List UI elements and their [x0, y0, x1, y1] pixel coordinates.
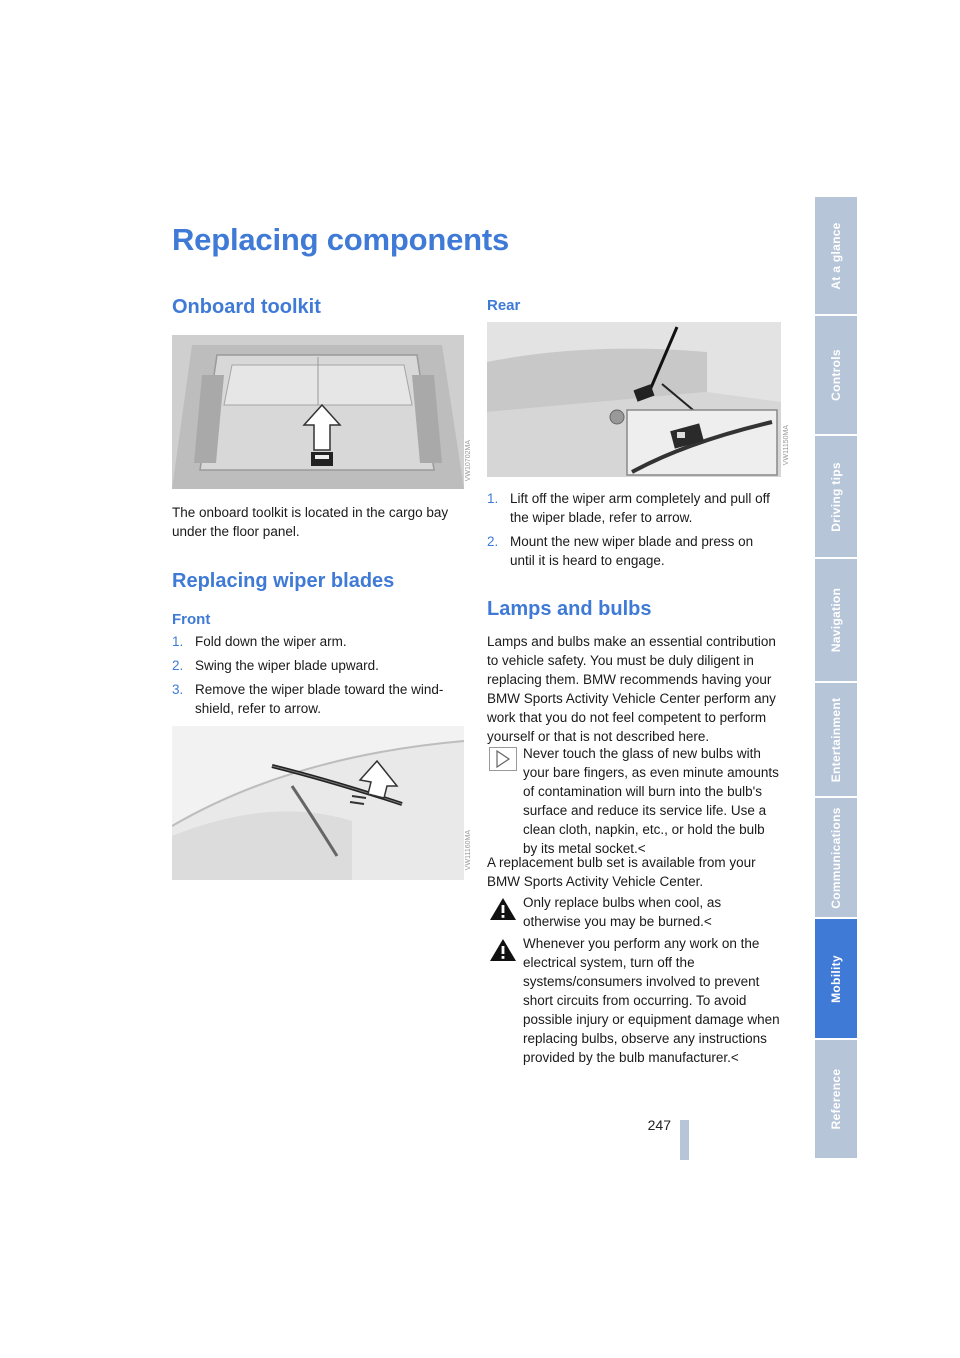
page-number: 247	[647, 1117, 671, 1133]
section-heading-onboard-toolkit: Onboard toolkit	[172, 296, 321, 318]
bulb-set-text: A replacement bulb set is available from your BMW Sports Activity Vehicle Center.	[487, 855, 756, 889]
image-code: VW11150MA	[783, 425, 790, 466]
tab-reference[interactable]: Reference	[815, 1040, 857, 1160]
rear-steps-list	[487, 489, 781, 575]
list-item: 1. Fold down the wiper arm.	[172, 634, 347, 649]
warning-text: Only replace bulbs when cool, as otherwise you may be burned.<	[523, 895, 722, 929]
tab-entertainment[interactable]: Entertainment	[815, 683, 857, 798]
note-text: Never touch the glass of new bulbs with your bare fingers, as even minute amounts of contamination will burn into the bulb's surface and reduce its service life. Use a clean cloth, napkin, etc., or hold the bulb by its metal socket.<	[523, 746, 779, 856]
section-heading-lamps-and-bulbs: Lamps and bulbs	[487, 598, 652, 620]
tab-driving-tips[interactable]: Driving tips	[815, 436, 857, 559]
list-item: 2. Swing the wiper blade upward.	[172, 658, 379, 673]
tab-at-a-glance[interactable]: At a glance	[815, 197, 857, 316]
list-item: 3. Remove the wiper blade toward the wind-shield, refer to arrow.	[172, 682, 444, 716]
lamps-intro: Lamps and bulbs make an essential contribution to vehicle safety. You must be duly diligent in replacing them. BMW recommends having your BMW Sports Activity Vehicle Center perform any work that you do not feel competent to perform yourself or that is not described here.	[487, 634, 776, 744]
page-title: Replacing components	[172, 222, 510, 257]
image-code: VW11160MA	[465, 830, 472, 871]
toolkit-description: The onboard toolkit is located in the cargo bay under the floor panel.	[172, 505, 449, 539]
page-marker-bar	[680, 1120, 689, 1160]
image-code: VW10702MA	[465, 440, 472, 482]
tab-navigation[interactable]: Navigation	[815, 559, 857, 683]
warning-text: Whenever you perform any work on the electrical system, turn off the systems/consumers involved to prevent short circuits from occurring. To avoid possible injury or equipment damage when replacing bulbs, observe any instructions provided by the bulb manufacturer.<	[523, 936, 780, 1065]
tab-communications[interactable]: Communications	[815, 798, 857, 919]
tab-controls[interactable]: Controls	[815, 316, 857, 436]
list-item: 2. Mount the new wiper blade and press on until it is heard to engage.	[487, 534, 754, 568]
list-item: 1. Lift off the wiper arm completely and pull off the wiper blade, refer to arrow.	[487, 491, 770, 525]
subheading-front: Front	[172, 611, 211, 628]
front-wiper-illustration	[172, 726, 464, 880]
chapter-sidebar	[815, 197, 857, 1160]
front-steps-list	[172, 632, 464, 723]
section-heading-wiper-blades: Replacing wiper blades	[172, 570, 395, 592]
rear-wiper-illustration	[487, 322, 781, 477]
tab-mobility[interactable]: Mobility	[815, 919, 857, 1040]
subheading-rear: Rear	[487, 297, 521, 314]
cargo-bay-illustration	[172, 335, 464, 489]
